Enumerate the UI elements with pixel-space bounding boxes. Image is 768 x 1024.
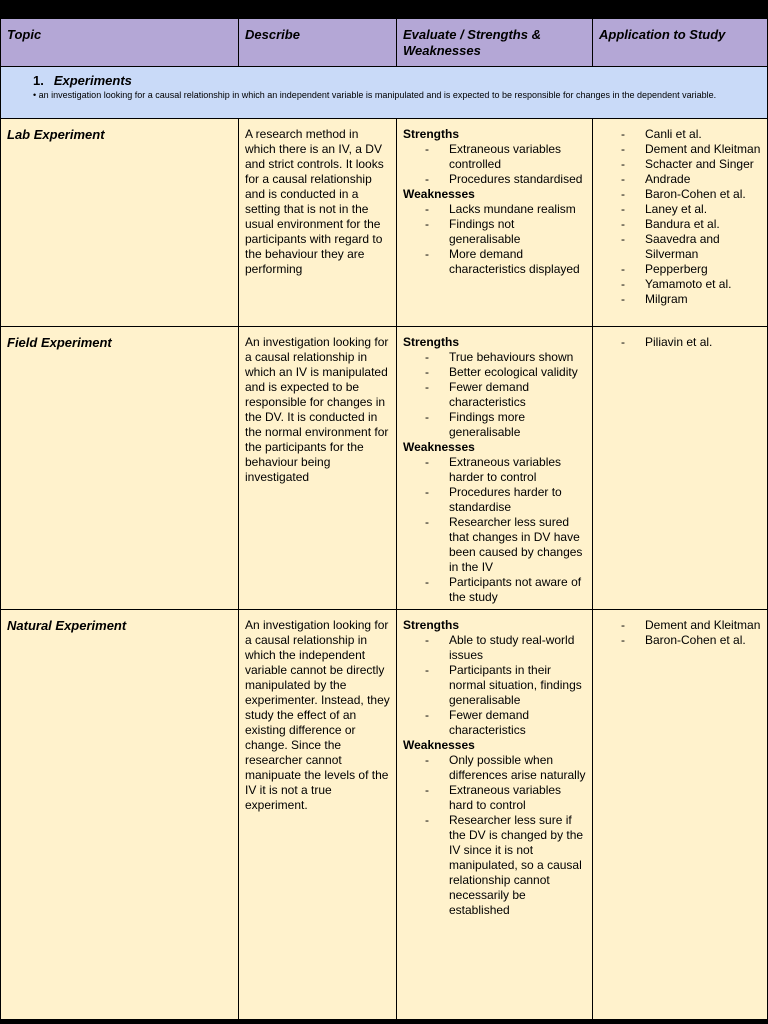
evaluate-cell <box>397 327 593 610</box>
list-item: - True behaviours shown <box>403 350 586 365</box>
list-item: - Andrade <box>599 172 761 187</box>
list-item: - Able to study real-world issues <box>403 633 586 663</box>
list-item: - Findings not generalisable <box>403 217 586 247</box>
list-item: - Lacks mundane realism <box>403 202 586 217</box>
strengths-label: Strengths <box>403 618 460 632</box>
studies-list <box>599 127 761 307</box>
header-application: Application to Study <box>593 19 768 67</box>
list-item: - Better ecological validity <box>403 365 586 380</box>
list-item: - Pepperberg <box>599 262 761 277</box>
studies-list <box>599 618 761 648</box>
describe-cell: An investigation looking for a causal relationship in which an IV is manipulated and is expected to be responsible for changes in the DV. It is conducted in the normal environment for the participants for the behaviour being investigated <box>239 327 397 610</box>
list-item: - Fewer demand characteristics <box>403 708 586 738</box>
header-topic: Topic <box>1 19 239 67</box>
list-item: - Participants in their normal situation, findings generalisable <box>403 663 586 708</box>
list-item: - Procedures harder to standardise <box>403 485 586 515</box>
list-item: - Schacter and Singer <box>599 157 761 172</box>
list-item: - Bandura et al. <box>599 217 761 232</box>
list-item: - Baron-Cohen et al. <box>599 633 761 648</box>
list-item: - Participants not aware of the study <box>403 575 586 605</box>
topic-cell: Lab Experiment <box>1 119 239 327</box>
list-item: - Canli et al. <box>599 127 761 142</box>
section-cell <box>1 67 768 119</box>
list-item: - Extraneous variables harder to control <box>403 455 586 485</box>
list-item: - Yamamoto et al. <box>599 277 761 292</box>
list-item: - Milgram <box>599 292 761 307</box>
header-row <box>1 19 768 67</box>
evaluate-cell <box>397 610 593 1020</box>
header-describe: Describe <box>239 19 397 67</box>
application-cell <box>593 610 768 1020</box>
application-cell <box>593 327 768 610</box>
strengths-label: Strengths <box>403 335 460 349</box>
topic-cell: Field Experiment <box>1 327 239 610</box>
list-item: - Baron-Cohen et al. <box>599 187 761 202</box>
list-item: - More demand characteristics displayed <box>403 247 586 277</box>
list-item: - Laney et al. <box>599 202 761 217</box>
list-item: - Fewer demand characteristics <box>403 380 586 410</box>
list-item: - Findings more generalisable <box>403 410 586 440</box>
application-cell <box>593 119 768 327</box>
section-title <box>33 73 761 89</box>
header-evaluate: Evaluate / Strengths & Weaknesses <box>397 19 593 67</box>
list-item: - Dement and Kleitman <box>599 618 761 633</box>
strengths-list <box>403 142 586 187</box>
weaknesses-list <box>403 753 586 918</box>
list-item: - Extraneous variables hard to control <box>403 783 586 813</box>
topic-cell: Natural Experiment <box>1 610 239 1020</box>
weaknesses-label: Weaknesses <box>403 440 475 454</box>
list-item: - Saavedra and Silverman <box>599 232 761 262</box>
weaknesses-label: Weaknesses <box>403 187 475 201</box>
section-number: 1. <box>33 73 44 88</box>
describe-cell: A research method in which there is an IV, a DV and strict controls. It looks for a causal relationship and is conducted in a setting that is not in the usual environment for the participants with regard to the behaviour they are performing <box>239 119 397 327</box>
strengths-label: Strengths <box>403 127 460 141</box>
section-row <box>1 67 768 119</box>
studies-list <box>599 335 761 350</box>
list-item: - Researcher less sure if the DV is changed by the IV since it is not manipulated, so a causal relationship cannot necessarily be established <box>403 813 586 918</box>
list-item: - Researcher less sured that changes in DV have been caused by changes in the IV <box>403 515 586 575</box>
section-description: • an investigation looking for a causal relationship in which an independent variable is manipulated and is expected to be responsible for changes in the dependent variable. <box>33 90 717 100</box>
list-item: - Procedures standardised <box>403 172 586 187</box>
weaknesses-list <box>403 202 586 277</box>
table-row <box>1 610 768 1020</box>
section-title-text: Experiments <box>53 73 132 88</box>
list-item: - Only possible when differences arise naturally <box>403 753 586 783</box>
strengths-list <box>403 633 586 738</box>
describe-cell: An investigation looking for a causal relationship in which the independent variable cannot be directly manipulated by the experimenter. Instead, they study the effect of an existing difference or change. Since the researcher cannot manipuate the levels of the IV it is not a true experiment. <box>239 610 397 1020</box>
list-item: - Piliavin et al. <box>599 335 761 350</box>
top-bar <box>0 0 768 18</box>
strengths-list <box>403 350 586 440</box>
weaknesses-list <box>403 455 586 605</box>
weaknesses-label: Weaknesses <box>403 738 475 752</box>
list-item: - Dement and Kleitman <box>599 142 761 157</box>
table-row <box>1 119 768 327</box>
evaluate-cell <box>397 119 593 327</box>
table-row <box>1 327 768 610</box>
list-item: - Extraneous variables controlled <box>403 142 586 172</box>
research-methods-table <box>0 18 768 1020</box>
